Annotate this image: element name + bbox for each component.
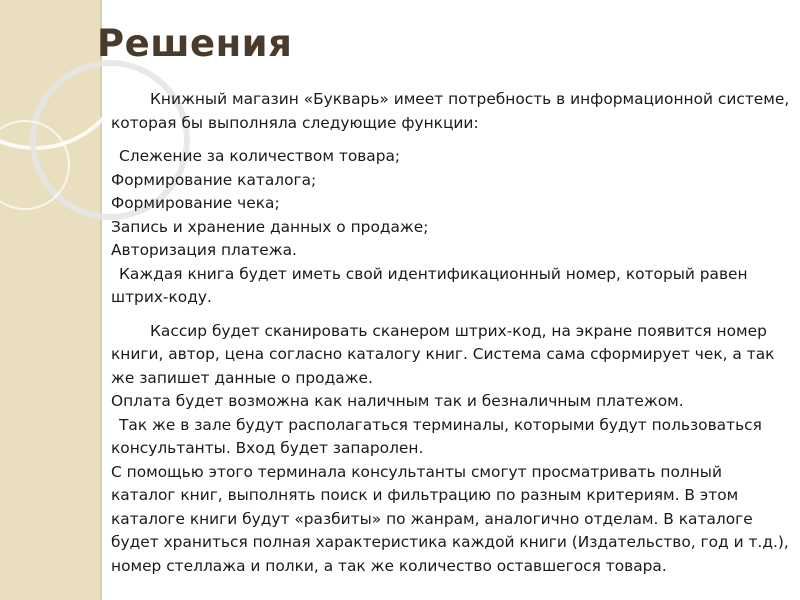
function-item: Слежение за количеством товара; (119, 147, 401, 165)
function-item: Запись и хранение данных о продаже; (111, 217, 429, 236)
payment-paragraph: Оплата будет возможна как наличным так и безналичным платежом. (111, 392, 684, 410)
slide-title: Решения (97, 22, 293, 65)
intro-paragraph: Книжный магазин «Букварь» имеет потребность в информационной системе, которая бы выполняла следующие функции: (111, 90, 790, 132)
catalog-paragraph: С помощью этого терминала консультанты смогут просматривать полный каталог книг, выполнять поиск и фильтрацию по разным критериям. В этом каталоге книги будут «разбиты» по жанрам, аналогично отделам. В каталоге будет храниться полная характеристика каждой книги (Издательство, год и т.д.), номер стеллажа и полки, а так же количество оставшегося товара. (111, 462, 789, 575)
function-item: Формирование чека; (111, 194, 280, 212)
terminals-paragraph: Так же в зале будут располагаться терминалы, которыми будут пользоваться консультанты. Вход будет запаролен. (111, 415, 762, 457)
slide-body (111, 88, 791, 578)
barcode-paragraph: Каждая книга будет иметь свой идентификационный номер, который равен штрих-коду. (111, 264, 748, 306)
function-item: Авторизация платежа. (111, 241, 297, 259)
cashier-paragraph: Кассир будет сканировать сканером штрих-код, на экране появится номер книги, автор, цена согласно каталогу книг. Система сама сформирует чек, а так же запишет данные о продаже. (111, 321, 775, 387)
function-item: Формирование каталога; (111, 170, 317, 189)
